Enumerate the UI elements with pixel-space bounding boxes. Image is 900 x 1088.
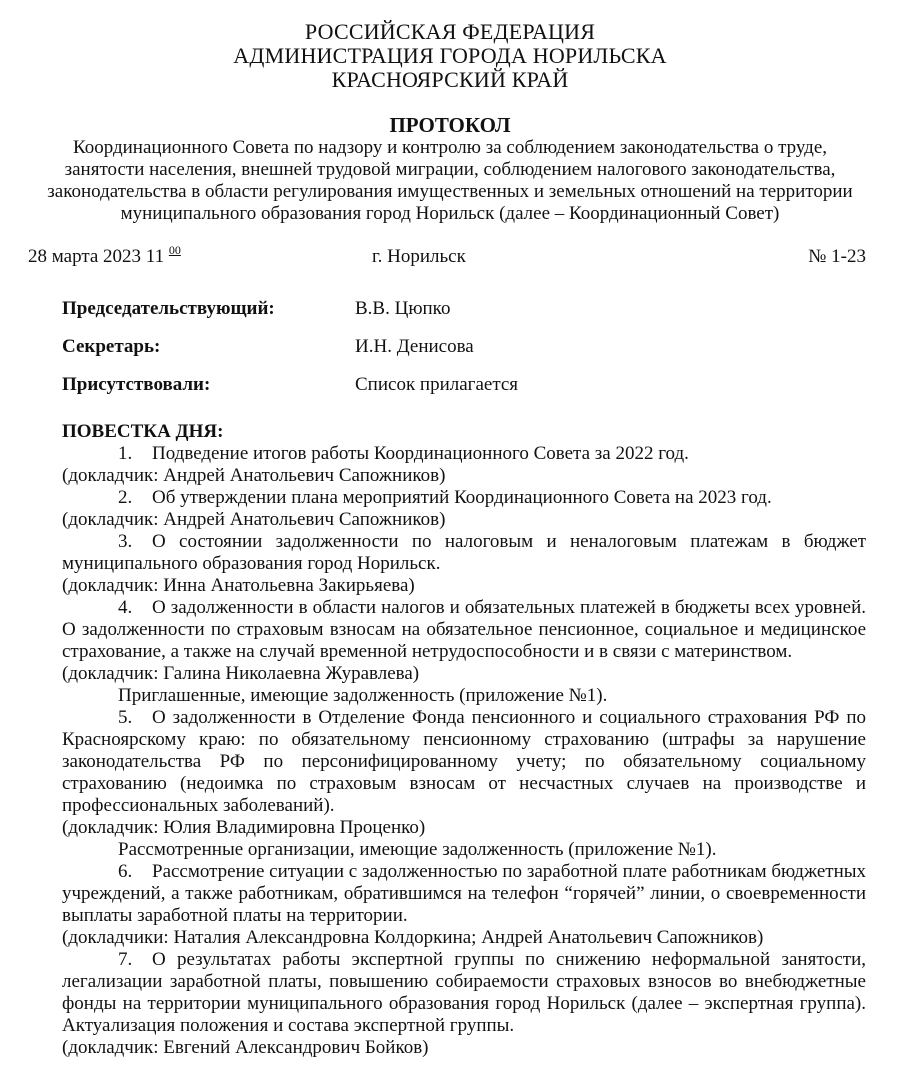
agenda-item-text: Об утверждении плана мероприятий Координационного Совета на 2023 год.: [152, 487, 772, 508]
role-label: Председательствующий:: [62, 298, 275, 319]
agenda-item: [62, 707, 866, 817]
meeting-time-minutes: 00: [168, 243, 181, 257]
agenda-item: [62, 861, 866, 927]
agenda-item-number: 6.: [118, 861, 133, 882]
agenda-item-reporter: (докладчик: Галина Николаевна Журавлева): [62, 663, 420, 684]
agenda-item: [62, 949, 866, 1037]
agenda-item-reporter: (докладчик: Юлия Владимировна Проценко): [62, 817, 426, 838]
meeting-city: г. Норильск: [372, 246, 466, 267]
role-value: Список прилагается: [355, 374, 519, 395]
header-administration: АДМИНИСТРАЦИЯ ГОРОДА НОРИЛЬСКА: [233, 43, 667, 68]
role-label: Присутствовали:: [62, 374, 211, 395]
role-row: [62, 298, 866, 320]
agenda-item-number: 2.: [118, 487, 133, 508]
agenda-item-reporter: (докладчики: Наталия Александровна Колдоркина; Андрей Анатольевич Сапожников): [62, 927, 764, 948]
agenda-item-number: 1.: [118, 443, 133, 464]
agenda-item-reporter: (докладчик: Евгений Александрович Бойков): [62, 1037, 429, 1058]
header-region: КРАСНОЯРСКИЙ КРАЙ: [331, 67, 569, 92]
agenda-title: ПОВЕСТКА ДНЯ:: [62, 421, 224, 442]
header-country: РОССИЙСКАЯ ФЕДЕРАЦИЯ: [304, 19, 596, 44]
document-header: [0, 0, 900, 92]
agenda-item-reporter: (докладчик: Инна Анатольевна Закирьяева): [62, 575, 415, 596]
agenda-item-text: О результатах работы экспертной группы по снижению неформальной занятости, легализации заработной платы, повышению собираемости страховых взносов во внебюджетные фонды на территории муниципального образования город Норильск (далее – экспертная группа). Актуализация положения и состава экспертной группы.: [62, 949, 866, 1036]
role-value: В.В. Цюпко: [355, 298, 451, 319]
agenda-item-number: 5.: [118, 707, 133, 728]
agenda-item: [62, 531, 866, 575]
role-row: [62, 336, 866, 358]
agenda-item-reporter: (докладчик: Андрей Анатольевич Сапожников): [62, 509, 446, 530]
document-title: ПРОТОКОЛ: [389, 113, 511, 137]
agenda-item-number: 4.: [118, 597, 133, 618]
agenda-list: [62, 443, 866, 1059]
agenda-item-number: 3.: [118, 531, 133, 552]
agenda-item: [62, 443, 866, 465]
meeting-date: [28, 243, 181, 268]
protocol-meta: [28, 243, 866, 270]
protocol-number: № 1-23: [808, 246, 866, 267]
agenda-item: [62, 487, 866, 509]
role-row: [62, 374, 866, 396]
agenda-item-number: 7.: [118, 949, 133, 970]
agenda-item-note: Рассмотренные организации, имеющие задолженность (приложение №1).: [118, 839, 717, 860]
agenda-item: [62, 597, 866, 663]
agenda-item-text: Подведение итогов работы Координационного Совета за 2022 год.: [152, 443, 689, 464]
agenda-item-text: О состоянии задолженности по налоговым и неналоговым платежам в бюджет муниципального образования город Норильск.: [62, 531, 866, 574]
role-label: Секретарь:: [62, 336, 161, 357]
agenda-item-text: Рассмотрение ситуации с задолженностью по заработной плате работникам бюджетных учреждений, а также работникам, обратившимся на телефон “горячей” линии, о своевременности выплаты заработной платы на территории.: [62, 861, 866, 926]
agenda-item-text: О задолженности в области налогов и обязательных платежей в бюджеты всех уровней. О задолженности по страховым взносам на обязательное пенсионное, социальное и медицинское страхование, а также на случай временной нетрудоспособности и в связи с материнством.: [62, 597, 866, 662]
agenda-item-text: О задолженности в Отделение Фонда пенсионного и социального страхования РФ по Красноярскому краю: по обязательному пенсионному страхованию (штрафы за нарушение законодательства РФ по персонифицированному учету; по обязательному социальному страхованию (недоимка по страховым взносам от несчастных случаев на производстве и профессиональных заболеваний).: [62, 707, 866, 816]
agenda-item-reporter: (докладчик: Андрей Анатольевич Сапожников): [62, 465, 446, 486]
participants-block: [62, 298, 866, 396]
agenda-item-note: Приглашенные, имеющие задолженность (приложение №1).: [118, 685, 608, 706]
document-subtitle: Координационного Совета по надзору и контролю за соблюдением законодательства о труде, занятости населения, внешней трудовой миграции, соблюдением налогового законодательства, законодательства в области регулирования имущественных и земельных отношений на территории муниципального образования город Норильск (далее – Координационный Совет): [47, 137, 853, 224]
role-value: И.Н. Денисова: [355, 336, 474, 357]
meeting-date-text: 28 марта 2023 11: [28, 246, 165, 267]
